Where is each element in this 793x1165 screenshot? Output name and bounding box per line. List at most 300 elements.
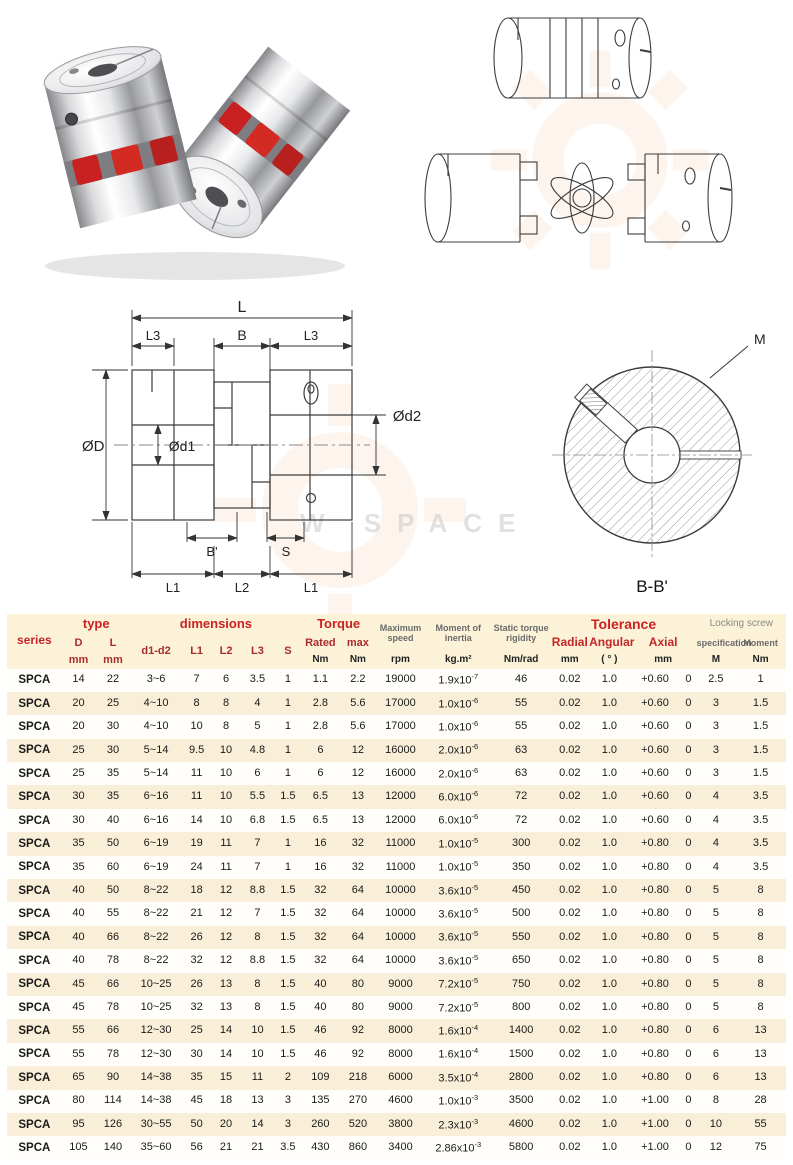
table-cell: 1.0 bbox=[601, 720, 617, 733]
table-row bbox=[7, 832, 786, 855]
table-cell: 1.5 bbox=[280, 790, 296, 803]
series-cell: SPCA bbox=[18, 1095, 51, 1108]
table-row bbox=[7, 1066, 786, 1089]
header-d1-d2: d1-d2 bbox=[141, 644, 171, 657]
series-cell: SPCA bbox=[18, 861, 51, 874]
table-cell: 2800 bbox=[508, 1071, 534, 1084]
table-cell: 4600 bbox=[388, 1094, 413, 1107]
table-cell: 1.0 bbox=[601, 813, 617, 826]
table-row bbox=[7, 1090, 786, 1113]
table-cell: 1.5 bbox=[752, 743, 769, 756]
table-cell: 5.5 bbox=[249, 790, 266, 803]
table-cell: 2.8 bbox=[312, 696, 329, 709]
table-cell: 12 bbox=[219, 883, 233, 896]
table-cell: 40 bbox=[106, 813, 120, 826]
header-L1: L1 bbox=[190, 644, 204, 657]
table-cell: 0 bbox=[685, 696, 692, 709]
table-cell: +0.80 bbox=[641, 954, 669, 967]
table-cell: 10 bbox=[190, 720, 203, 733]
table-cell: 66 bbox=[106, 977, 120, 990]
header-type: type bbox=[82, 615, 110, 631]
table-cell: 1 bbox=[284, 837, 291, 850]
table-cell: 4 bbox=[712, 860, 719, 873]
table-cell: 300 bbox=[511, 837, 531, 850]
table-cell: 45 bbox=[72, 977, 85, 990]
table-cell: 0.02 bbox=[559, 860, 581, 873]
header-moment: Moment bbox=[743, 637, 778, 648]
table-cell: +0.60 bbox=[641, 743, 669, 756]
table-cell: 0 bbox=[685, 673, 692, 686]
table-cell: 25 bbox=[106, 696, 120, 709]
header-locking-screw: Locking screw bbox=[709, 618, 773, 630]
table-cell: 32 bbox=[351, 860, 365, 873]
table-cell: 80 bbox=[351, 977, 365, 990]
table-cell: 55 bbox=[72, 1024, 85, 1037]
table-cell: 5 bbox=[712, 977, 719, 990]
table-cell: 46 bbox=[515, 673, 528, 686]
table-cell: 10000 bbox=[385, 883, 416, 896]
table-cell: 109 bbox=[311, 1071, 330, 1084]
table-header bbox=[7, 614, 786, 669]
table-cell: 32 bbox=[314, 883, 327, 896]
table-cell: 11 bbox=[251, 1071, 264, 1084]
table-cell: 17000 bbox=[385, 696, 416, 709]
table-cell: 45 bbox=[190, 1094, 203, 1107]
table-cell: $1.0x10^{-5}$ bbox=[438, 859, 479, 874]
table-cell: 72 bbox=[515, 813, 528, 826]
table-cell: 12 bbox=[351, 743, 365, 756]
table-cell: 10 bbox=[709, 1117, 722, 1130]
table-cell: 5 bbox=[712, 954, 719, 967]
header-M-unit: M bbox=[711, 654, 721, 666]
table-cell: 8 bbox=[254, 977, 261, 990]
table-cell: 21 bbox=[190, 907, 203, 920]
table-cell: 16000 bbox=[385, 743, 416, 756]
table-cell: 430 bbox=[311, 1141, 330, 1154]
header-specification: specification bbox=[696, 637, 752, 648]
table-cell: 9000 bbox=[388, 977, 413, 990]
table-cell: 40 bbox=[72, 907, 85, 920]
table-cell: 78 bbox=[106, 1000, 120, 1013]
header-axial: Axial bbox=[648, 635, 678, 650]
table-cell: 3 bbox=[712, 696, 719, 709]
table-cell: 65 bbox=[72, 1071, 85, 1084]
table-cell: 650 bbox=[511, 954, 531, 967]
table-cell: 11000 bbox=[385, 860, 416, 873]
table-cell: 140 bbox=[103, 1141, 123, 1154]
series-cell: SPCA bbox=[18, 1118, 51, 1131]
table-cell: 1.5 bbox=[280, 954, 296, 967]
table-cell: 1.0 bbox=[601, 907, 617, 920]
table-cell: 40 bbox=[72, 930, 85, 943]
table-cell: 126 bbox=[103, 1117, 123, 1130]
table-cell: 2 bbox=[284, 1071, 291, 1084]
table-cell: 1.5 bbox=[280, 1047, 296, 1060]
table-cell: 1.5 bbox=[280, 883, 296, 896]
table-cell: 8 bbox=[757, 883, 764, 896]
table-cell: 0 bbox=[685, 1117, 692, 1130]
table-cell: $6.0x10^{-6}$ bbox=[438, 789, 479, 804]
table-cell: 18 bbox=[219, 1094, 233, 1107]
table-cell: 520 bbox=[348, 1117, 368, 1130]
table-cell: 32 bbox=[190, 1000, 203, 1013]
table-cell: 2.2 bbox=[350, 673, 366, 686]
table-cell: 24 bbox=[190, 860, 203, 873]
table-cell: +0.60 bbox=[641, 813, 669, 826]
table-cell: 860 bbox=[348, 1141, 368, 1154]
top-section bbox=[0, 0, 793, 290]
table-cell: 6000 bbox=[388, 1071, 413, 1084]
table-cell: 8 bbox=[222, 696, 230, 709]
header-speed-unit: rpm bbox=[391, 654, 410, 666]
table-cell: 350 bbox=[511, 860, 531, 873]
table-cell: $2.0x10^{-6}$ bbox=[438, 742, 479, 757]
table-cell: 55 bbox=[72, 1047, 85, 1060]
table-cell: 56 bbox=[190, 1141, 203, 1154]
table-cell: 55 bbox=[515, 720, 528, 733]
table-cell: 95 bbox=[72, 1117, 85, 1130]
table-cell: 0.02 bbox=[559, 720, 581, 733]
table-cell: 114 bbox=[104, 1094, 122, 1107]
table-cell: +0.80 bbox=[641, 930, 669, 943]
table-cell: 1.0 bbox=[601, 767, 617, 780]
table-cell: 1.0 bbox=[601, 1024, 617, 1037]
table-cell: 5.6 bbox=[350, 696, 366, 709]
table-cell: 6.5 bbox=[312, 790, 329, 803]
table-cell: +0.60 bbox=[641, 790, 669, 803]
table-cell: 46 bbox=[314, 1024, 327, 1037]
table-cell: +0.80 bbox=[641, 860, 669, 873]
table-cell: 6 bbox=[317, 767, 324, 780]
header-max-speed: Maximum speed bbox=[379, 622, 422, 643]
table-cell: 16 bbox=[314, 860, 327, 873]
series-cell: SPCA bbox=[18, 1001, 51, 1014]
table-row bbox=[7, 996, 786, 1019]
table-cell: 13 bbox=[219, 977, 233, 990]
table-cell: 16000 bbox=[385, 767, 416, 780]
table-cell: 3 bbox=[712, 743, 719, 756]
table-cell: 4 bbox=[712, 837, 719, 850]
table-cell: 1.0 bbox=[601, 1094, 617, 1107]
table-cell: 450 bbox=[511, 883, 531, 896]
table-cell: 40 bbox=[72, 954, 85, 967]
table-cell: 1.5 bbox=[280, 1000, 296, 1013]
table-row bbox=[7, 902, 786, 925]
table-cell: 0.02 bbox=[559, 1047, 581, 1060]
table-cell: 1.0 bbox=[601, 673, 617, 686]
table-cell: 35 bbox=[190, 1071, 203, 1084]
table-cell: $1.9x10^{-7}$ bbox=[438, 672, 479, 687]
table-cell: 12 bbox=[709, 1141, 722, 1154]
table-row bbox=[7, 1019, 786, 1042]
table-cell: 30 bbox=[106, 720, 120, 733]
table-cell: 5 bbox=[254, 720, 261, 733]
table-cell: 2.8 bbox=[312, 720, 329, 733]
table-cell: 46 bbox=[314, 1047, 327, 1060]
table-cell: 8 bbox=[222, 720, 230, 733]
table-cell: 12 bbox=[351, 767, 365, 780]
table-cell: $1.0x10^{-3}$ bbox=[438, 1093, 479, 1108]
table-cell: 32 bbox=[190, 954, 203, 967]
dim-label-S: S bbox=[281, 544, 291, 559]
table-cell: 50 bbox=[106, 837, 120, 850]
table-cell: 13 bbox=[251, 1094, 264, 1107]
header-angular-unit: ( ° ) bbox=[601, 654, 618, 666]
table-cell: 10 bbox=[219, 767, 233, 780]
table-cell: 1 bbox=[284, 767, 291, 780]
table-cell: 8 bbox=[712, 1094, 719, 1107]
table-cell: 26 bbox=[190, 930, 203, 943]
table-cell: 1.0 bbox=[601, 954, 617, 967]
table-cell: 0 bbox=[685, 837, 692, 850]
table-cell: 1.0 bbox=[601, 696, 617, 709]
series-cell: SPCA bbox=[18, 767, 51, 780]
table-cell: 0 bbox=[685, 813, 692, 826]
series-cell: SPCA bbox=[18, 931, 51, 944]
table-cell: 0 bbox=[685, 1141, 692, 1154]
table-cell: 0 bbox=[685, 860, 692, 873]
dim-label-Od2: Ød2 bbox=[392, 408, 422, 425]
table-row bbox=[7, 1136, 786, 1159]
header-moment-unit: Nm bbox=[752, 654, 769, 666]
table-cell: 3.5 bbox=[752, 837, 769, 850]
table-cell: 14 bbox=[219, 1024, 233, 1037]
table-cell: $1.0x10^{-6}$ bbox=[438, 718, 479, 734]
table-cell: 6.8 bbox=[249, 813, 266, 826]
table-cell: 12 bbox=[219, 954, 233, 967]
table-cell: 0.02 bbox=[559, 1071, 581, 1084]
table-cell: 14 bbox=[72, 673, 85, 686]
table-cell: 20 bbox=[72, 696, 85, 709]
header-rigidity-unit: Nm/rad bbox=[503, 654, 539, 666]
table-cell: 50 bbox=[106, 883, 120, 896]
table-cell: 64 bbox=[351, 930, 365, 943]
table-row bbox=[7, 1113, 786, 1136]
table-cell: 0.02 bbox=[559, 977, 581, 990]
table-row bbox=[7, 949, 786, 972]
table-cell: $1.6x10^{-4}$ bbox=[438, 1022, 479, 1038]
header-dimensions: dimensions bbox=[179, 615, 253, 631]
table-cell: 1.5 bbox=[280, 977, 296, 990]
table-cell: 3 bbox=[712, 720, 719, 733]
table-row bbox=[7, 856, 786, 879]
table-cell: 135 bbox=[311, 1094, 330, 1107]
table-cell: 80 bbox=[72, 1094, 85, 1107]
table-cell: 35 bbox=[72, 837, 85, 850]
table-cell: 1 bbox=[284, 673, 291, 686]
series-cell: SPCA bbox=[18, 908, 51, 921]
table-cell: 6 bbox=[317, 743, 324, 756]
table-cell: 0 bbox=[685, 1094, 692, 1107]
series-cell: SPCA bbox=[18, 674, 51, 687]
table-cell: 30 bbox=[190, 1047, 203, 1060]
series-cell: SPCA bbox=[18, 1071, 51, 1084]
dim-label-L: L bbox=[237, 299, 247, 316]
table-cell: 105 bbox=[69, 1141, 88, 1154]
table-cell: 4~10 bbox=[143, 696, 169, 709]
table-cell: 32 bbox=[351, 837, 365, 850]
table-cell: +0.60 bbox=[641, 696, 669, 709]
table-cell: +0.80 bbox=[641, 1071, 669, 1084]
table-cell: 7 bbox=[254, 860, 261, 873]
table-cell: 8.8 bbox=[249, 954, 266, 967]
table-cell: 0 bbox=[685, 1024, 692, 1037]
table-cell: 11 bbox=[190, 790, 203, 803]
dim-label-L1-right: L1 bbox=[303, 580, 319, 595]
table-cell: 3 bbox=[284, 1117, 291, 1130]
table-cell: $7.2x10^{-5}$ bbox=[438, 976, 479, 991]
table-cell: 5 bbox=[712, 930, 719, 943]
table-cell: 80 bbox=[351, 1000, 365, 1013]
dim-label-L3-right: L3 bbox=[303, 328, 319, 343]
table-cell: 13 bbox=[351, 813, 365, 826]
table-row bbox=[7, 809, 786, 832]
table-cell: 1.5 bbox=[752, 767, 769, 780]
table-row bbox=[7, 973, 786, 996]
table-cell: +0.80 bbox=[641, 1047, 669, 1060]
header-S: S bbox=[284, 644, 292, 657]
table-cell: 4 bbox=[712, 813, 719, 826]
table-cell: 14~38 bbox=[140, 1094, 172, 1107]
exploded-view bbox=[425, 154, 732, 242]
table-cell: 1.0 bbox=[601, 1000, 617, 1013]
table-cell: 1.1 bbox=[312, 673, 329, 686]
header-rated: Rated bbox=[305, 636, 336, 649]
table-cell: 75 bbox=[754, 1141, 767, 1154]
table-cell: 3.5 bbox=[752, 790, 769, 803]
table-cell: 30 bbox=[72, 790, 85, 803]
table-cell: 10000 bbox=[385, 907, 416, 920]
table-cell: 60 bbox=[106, 860, 120, 873]
table-cell: $1.0x10^{-5}$ bbox=[438, 835, 479, 851]
table-row bbox=[7, 739, 786, 762]
table-cell: 750 bbox=[511, 977, 531, 990]
table-cell: 1 bbox=[284, 743, 291, 756]
table-cell: $2.86x10^{-3}$ bbox=[435, 1139, 482, 1155]
table-cell: 5~14 bbox=[143, 743, 169, 756]
table-cell: 270 bbox=[348, 1094, 368, 1107]
table-cell: 22 bbox=[106, 673, 120, 686]
table-cell: 92 bbox=[351, 1047, 365, 1060]
table-cell: 7 bbox=[254, 837, 261, 850]
table-cell: 12 bbox=[219, 930, 233, 943]
table-cell: 12000 bbox=[385, 790, 416, 803]
table-cell: 14 bbox=[190, 813, 203, 826]
table-cell: 11 bbox=[220, 837, 232, 850]
table-row bbox=[7, 692, 786, 715]
series-cell: SPCA bbox=[18, 720, 51, 733]
series-cell: SPCA bbox=[18, 814, 51, 827]
table-cell: 0.02 bbox=[559, 954, 581, 967]
table-cell: 0 bbox=[685, 790, 692, 803]
table-cell: 14 bbox=[251, 1117, 264, 1130]
header-L-unit: mm bbox=[103, 653, 123, 666]
table-cell: 0.02 bbox=[559, 1094, 581, 1107]
table-cell: 1.0 bbox=[601, 743, 617, 756]
header-inertia-unit: kg.m² bbox=[444, 654, 472, 666]
header-tolerance: Tolerance bbox=[591, 616, 657, 632]
table-cell: +0.80 bbox=[641, 1024, 669, 1037]
table-cell: 4 bbox=[254, 696, 261, 709]
table-cell: 1.5 bbox=[280, 1024, 296, 1037]
header-D: D bbox=[74, 636, 83, 649]
table-cell: 1 bbox=[284, 720, 291, 733]
table-cell: 218 bbox=[348, 1071, 368, 1084]
table-cell: 1.0 bbox=[601, 977, 617, 990]
table-cell: 10~25 bbox=[140, 1000, 172, 1013]
table-cell: 6.5 bbox=[312, 813, 329, 826]
table-cell: 3~6 bbox=[146, 673, 166, 686]
spec-table-body bbox=[7, 669, 786, 1160]
section-view bbox=[542, 320, 792, 620]
table-row bbox=[7, 1043, 786, 1066]
table-cell: 9.5 bbox=[188, 743, 205, 756]
table-cell: 8 bbox=[757, 907, 764, 920]
table-cell: 7 bbox=[254, 907, 261, 920]
table-cell: 3500 bbox=[508, 1094, 534, 1107]
assembled-view bbox=[494, 18, 651, 98]
table-cell: 0 bbox=[685, 883, 692, 896]
table-cell: 19000 bbox=[385, 673, 416, 686]
table-cell: 3.5 bbox=[280, 1141, 296, 1154]
table-cell: 8 bbox=[757, 977, 764, 990]
table-cell: +0.80 bbox=[641, 883, 669, 896]
table-cell: 1.0 bbox=[601, 837, 617, 850]
table-cell: 78 bbox=[106, 1047, 120, 1060]
table-cell: +0.80 bbox=[641, 837, 669, 850]
header-max-unit: Nm bbox=[349, 654, 366, 666]
table-cell: 13 bbox=[351, 790, 365, 803]
series-cell: SPCA bbox=[18, 884, 51, 897]
table-cell: 14 bbox=[219, 1047, 233, 1060]
table-cell: 66 bbox=[106, 1024, 120, 1037]
dim-label-L2: L2 bbox=[234, 580, 250, 595]
table-cell: 35 bbox=[106, 767, 120, 780]
dim-label-OD: ØD bbox=[82, 438, 105, 455]
table-cell: 1.0 bbox=[601, 1141, 617, 1154]
table-cell: 10 bbox=[219, 743, 233, 756]
table-cell: 10 bbox=[219, 790, 233, 803]
table-cell: 92 bbox=[351, 1024, 365, 1037]
table-cell: 30 bbox=[106, 743, 120, 756]
table-cell: 3.5 bbox=[752, 860, 769, 873]
table-cell: 32 bbox=[314, 930, 327, 943]
series-cell: SPCA bbox=[18, 1048, 51, 1061]
table-row bbox=[7, 762, 786, 785]
header-max: max bbox=[346, 636, 369, 649]
table-cell: $3.6x10^{-5}$ bbox=[438, 952, 479, 968]
table-cell: 5~14 bbox=[143, 767, 169, 780]
spec-table bbox=[7, 614, 786, 1160]
table-cell: 6 bbox=[222, 673, 230, 686]
table-cell: $2.0x10^{-6}$ bbox=[438, 765, 479, 781]
table-cell: 63 bbox=[515, 767, 528, 780]
table-cell: 10000 bbox=[385, 954, 416, 967]
table-cell: 5.6 bbox=[350, 720, 366, 733]
table-cell: 0.02 bbox=[559, 1141, 581, 1154]
table-cell: 0.02 bbox=[559, 1024, 581, 1037]
table-cell: 1 bbox=[284, 696, 291, 709]
table-cell: 0 bbox=[685, 720, 692, 733]
table-row bbox=[7, 879, 786, 902]
table-cell: 3.5 bbox=[249, 673, 266, 686]
header-L: L bbox=[109, 636, 117, 649]
header-axial-unit: mm bbox=[654, 654, 673, 666]
table-cell: 10~25 bbox=[140, 977, 172, 990]
table-cell: 28 bbox=[754, 1094, 767, 1107]
table-cell: 8~22 bbox=[143, 954, 169, 967]
table-cell: 1.0 bbox=[601, 883, 617, 896]
